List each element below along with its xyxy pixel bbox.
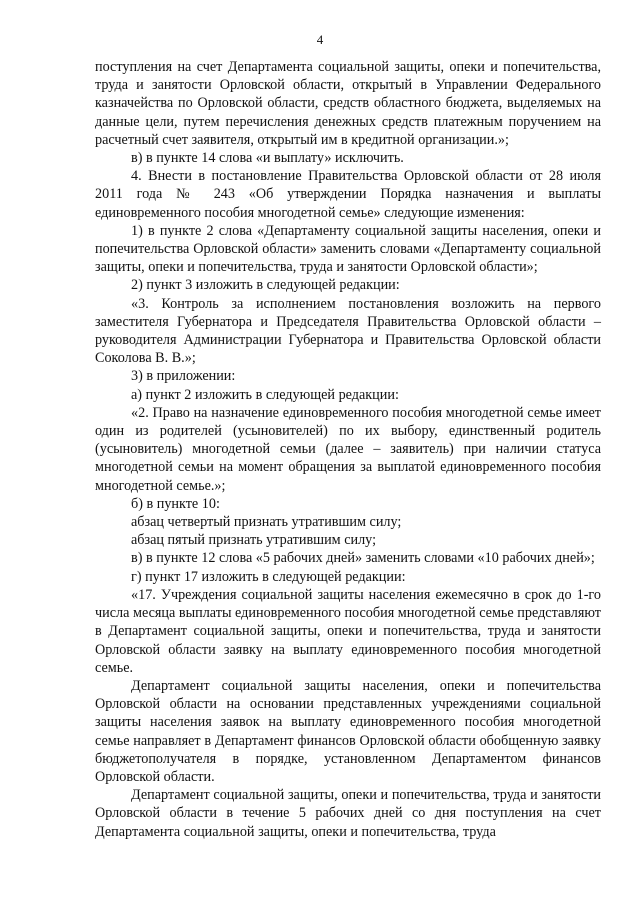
paragraph: Департамент социальной защиты населения, опеки и попечительства Орловской области на основании представленных учреждениями социальной защиты населения заявок на выплату единовременного пособия многодетной семье направляет в Департамент финансов Орловской области обобщенную заявку бюджетополучателя в порядке, установленном Департаментом финансов Орловской области. xyxy=(95,677,601,785)
paragraph: г) пункт 17 изложить в следующей редакции: xyxy=(131,568,406,585)
paragraph: поступления на счет Департамента социальной защиты, опеки и попечительства, труда и занятости Орловской области, открытый в Управлении Федерального казначейства по Орловской области, средств областного бюджета, выделяемых на данные цели, путем перечисления денежных средств платежным поручением на расчетный счет заявителя, открытый им в кредитной организации.»; xyxy=(95,59,601,148)
paragraph: а) пункт 2 изложить в следующей редакции: xyxy=(131,386,399,403)
paragraph: «3. Контроль за исполнением постановления возложить на первого заместителя Губернатора и Председателя Правительства Орловской области – руководителя Администрации Губернатора и Правительства Орловской области Соколова В. В.»; xyxy=(95,295,601,367)
paragraph: 1) в пункте 2 слова «Департаменту социальной защиты населения, опеки и попечительства Орловской области» заменить словами «Департаменту социальной защиты, опеки и попечительства, труда и занятости Орловской области»; xyxy=(95,222,601,276)
paragraph: 4. Внести в постановление Правительства Орловской области от 28 июля 2011 года № 243 «Об утверждении Порядка назначения и выплаты единовременного пособия многодетной семье» следующие изменения: xyxy=(95,168,601,221)
paragraph: «2. Право на назначение единовременного пособия многодетной семье имеет один из родителей (усыновителей) по их выбору, единственный родитель (усыновитель) многодетной семьи (далее – заявитель) при наличии статуса многодетной семьи на момент обращения за выплатой единовременного пособия многодетной семье.»; xyxy=(95,404,601,494)
paragraph: абзац четвертый признать утратившим силу; xyxy=(131,514,402,531)
paragraph: б) в пункте 10: xyxy=(131,495,220,512)
paragraph: в) в пункте 14 слова «и выплату» исключить. xyxy=(131,150,404,167)
paragraph: абзац пятый признать утратившим силу; xyxy=(131,532,377,549)
paragraph: «17. Учреждения социальной защиты населения ежемесячно в срок до 1-го числа месяца выплаты единовременного пособия многодетной семье представляют в Департамент социальной защиты, опеки и попечительства, труда и занятости Орловской области заявку на выплату единовременного пособия многодетной семье. xyxy=(95,586,601,676)
paragraph: 2) пункт 3 изложить в следующей редакции: xyxy=(131,277,400,294)
paragraph: 3) в приложении: xyxy=(131,368,236,385)
page-number: 4 xyxy=(316,32,324,47)
document-body xyxy=(95,58,601,841)
paragraph: Департамент социальной защиты, опеки и попечительства, труда и занятости Орловской области в течение 5 рабочих дней со дня поступления на счет Департамента социальной защиты, опеки и попечительства, труда xyxy=(95,787,601,840)
paragraph: в) в пункте 12 слова «5 рабочих дней» заменить словами «10 рабочих дней»; xyxy=(131,550,595,567)
